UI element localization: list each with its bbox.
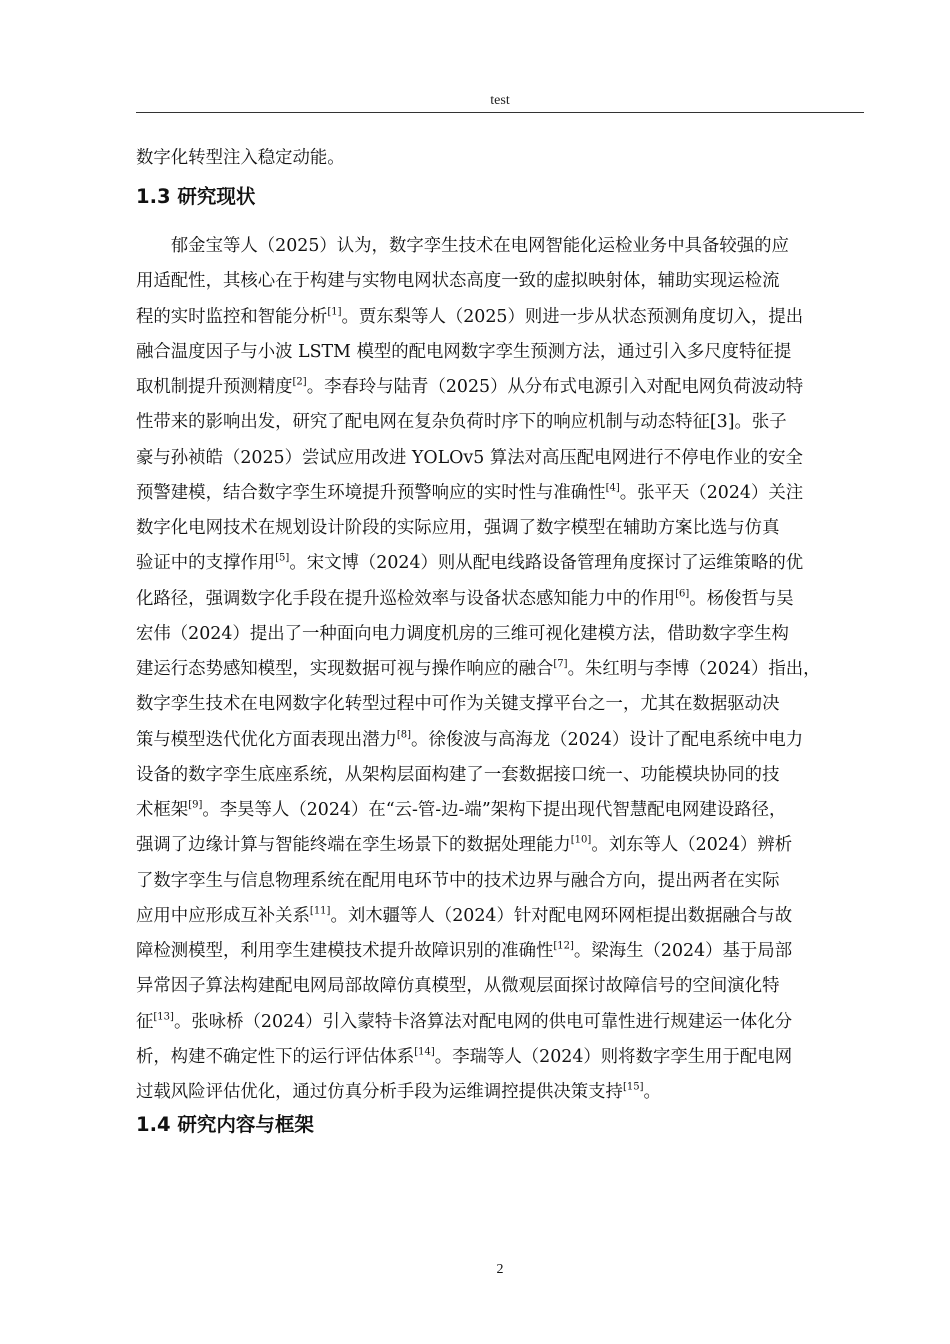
line-text: 。刘东等人（2024）辨析 xyxy=(591,835,793,856)
paragraph-line xyxy=(136,1005,864,1040)
paragraph-line xyxy=(136,370,864,405)
citation-ref: [5] xyxy=(275,552,290,564)
line-text: 。张平天（2024）关注 xyxy=(619,482,804,503)
citation-ref: [15] xyxy=(622,1081,644,1093)
line-text: 了数字孪生与信息物理系统在配用电环节中的技术边界与融合方向，提出两者在实际 xyxy=(136,870,780,891)
line-text: 取机制提升预测精度 xyxy=(136,377,293,397)
line-text: 。刘木疆等人（2024）针对配电网环网柜提出数据融合与故 xyxy=(330,905,793,926)
paragraph-line xyxy=(136,899,864,934)
line-text: 。张咏桥（2024）引入蒙特卡洛算法对配电网的供电可靠性进行规建运一体化分 xyxy=(173,1011,793,1032)
citation-ref: [9] xyxy=(188,799,203,811)
paragraph-line xyxy=(136,723,864,758)
paragraph-line xyxy=(136,864,864,899)
citation-ref: [1] xyxy=(327,306,342,317)
line-text: 障检测模型，利用孪生建模技术提升故障识别的准确性 xyxy=(136,941,554,961)
paragraph-line xyxy=(136,300,864,335)
citation-ref: [7] xyxy=(553,658,568,670)
line-text: 策与模型迭代优化方面表现出潜力 xyxy=(136,729,397,750)
line-text: 数字孪生技术在电网数字化转型过程中可作为关键支撑平台之一，尤其在数据驱动决 xyxy=(136,694,780,715)
paragraph-line xyxy=(136,934,864,969)
section-heading-1-3: 1.3 研究现状 xyxy=(136,185,256,208)
paragraph-line xyxy=(136,1075,864,1110)
line-text: 建运行态势感知模型，实现数据可视与操作响应的融合 xyxy=(136,659,554,679)
line-text: 预警建模，结合数字孪生环境提升预警响应的实时性与准确性 xyxy=(136,482,606,503)
line-text: 。李瑞等人（2024）则将数字孪生用于配电网 xyxy=(434,1046,793,1067)
citation-ref: [10] xyxy=(570,834,592,846)
line-text: 郁金宝等人（2025）认为，数字孪生技术在电网智能化运检业务中具备较强的应 xyxy=(136,236,789,256)
line-text: 过载风险评估优化，通过仿真分析手段为运维调控提供决策支持 xyxy=(136,1082,623,1102)
line-text: 验证中的支撑作用 xyxy=(136,553,276,574)
citation-ref: [2] xyxy=(292,376,307,388)
paragraph-line xyxy=(136,264,864,299)
line-text: 。贾东梨等人（2025）则进一步从状态预测角度切入，提出 xyxy=(341,306,804,327)
citation-ref: [4] xyxy=(605,482,620,494)
line-text: 设备的数字孪生底座系统，从架构层面构建了一套数据接口统一、功能模块协同的技 xyxy=(136,764,780,785)
citation-ref: [11] xyxy=(309,905,331,917)
paragraph-line xyxy=(136,687,864,722)
citation-ref: [13] xyxy=(153,1011,174,1022)
line-text: 。杨俊哲与吴 xyxy=(689,588,794,609)
paragraph-line xyxy=(136,617,864,652)
line-text: 。徐俊波与高海龙（2024）设计了配电系统中电力 xyxy=(411,729,804,750)
line-text: 融合温度因子与小波 LSTM 模型的配电网数字孪生预测方法，通过引入多尺度特征提 xyxy=(136,341,792,362)
paragraph-line xyxy=(136,229,864,264)
paragraph-line xyxy=(136,335,864,370)
line-text: 强调了边缘计算与智能终端在孪生场景下的数据处理能力 xyxy=(136,835,571,856)
line-text: 术框架 xyxy=(136,800,189,820)
line-text: 。梁海生（2024）基于局部 xyxy=(573,941,793,961)
citation-ref: [8] xyxy=(396,729,412,740)
paragraph-line xyxy=(136,758,864,793)
line-text: 数字化电网技术在规划设计阶段的实际应用，强调了数字模型在辅助方案比选与仿真 xyxy=(136,518,780,538)
paragraph-line xyxy=(136,582,864,617)
line-text: 异常因子算法构建配电网局部故障仿真模型，从微观层面探讨故障信号的空间演化特 xyxy=(136,976,780,997)
paragraph-line xyxy=(136,476,864,511)
line-text: 性带来的影响出发，研究了配电网在复杂负荷时序下的响应机制与动态特征[3]。张子 xyxy=(136,412,787,433)
paragraph-line xyxy=(136,793,864,828)
paragraph-line xyxy=(136,405,864,440)
line-text: 征 xyxy=(136,1011,154,1032)
page-number: 2 xyxy=(496,1262,504,1277)
page-header: test xyxy=(490,93,510,108)
line-text: 。李昊等人（2024）在“云-管-边-端”架构下提出现代智慧配电网建设路径， xyxy=(202,800,787,820)
paragraph-line xyxy=(136,652,864,687)
paragraph-line xyxy=(136,441,864,476)
line-text: 用适配性，其核心在于构建与实物电网状态高度一致的虚拟映射体，辅助实现运检流 xyxy=(136,271,780,292)
line-text: 程的实时监控和智能分析 xyxy=(136,306,328,327)
line-text: 。李春玲与陆青（2025）从分布式电源引入对配电网负荷波动特 xyxy=(306,377,804,397)
line-text: 应用中应形成互补关系 xyxy=(136,905,310,926)
citation-ref: [12] xyxy=(553,940,574,952)
section-heading-1-4: 1.4 研究内容与框架 xyxy=(136,1113,314,1136)
line-text: 析，构建不确定性下的运行评估体系 xyxy=(136,1046,415,1067)
line-text: 。朱红明与李博（2024）指出， xyxy=(567,659,821,679)
citation-ref: [6] xyxy=(675,588,690,599)
intro-line: 数字化转型注入稳定动能。 xyxy=(136,148,345,168)
citation-ref: [14] xyxy=(414,1046,435,1058)
paragraph-line xyxy=(136,969,864,1004)
paragraph-line xyxy=(136,546,864,581)
line-text: 。 xyxy=(643,1082,661,1102)
line-text: 化路径，强调数字化手段在提升巡检效率与设备状态感知能力中的作用 xyxy=(136,588,676,609)
paragraph-line xyxy=(136,828,864,863)
header-divider xyxy=(136,112,864,113)
paragraph-line xyxy=(136,511,864,546)
line-text: 豪与孙祯皓（2025）尝试应用改进 YOLOv5 算法对高压配电网进行不停电作业的安全 xyxy=(136,447,803,468)
line-text: 宏伟（2024）提出了一种面向电力调度机房的三维可视化建模方法，借助数字孪生构 xyxy=(136,623,789,644)
paragraph-line xyxy=(136,1040,864,1075)
line-text: 。宋文博（2024）则从配电线路设备管理角度探讨了运维策略的优 xyxy=(289,553,804,574)
